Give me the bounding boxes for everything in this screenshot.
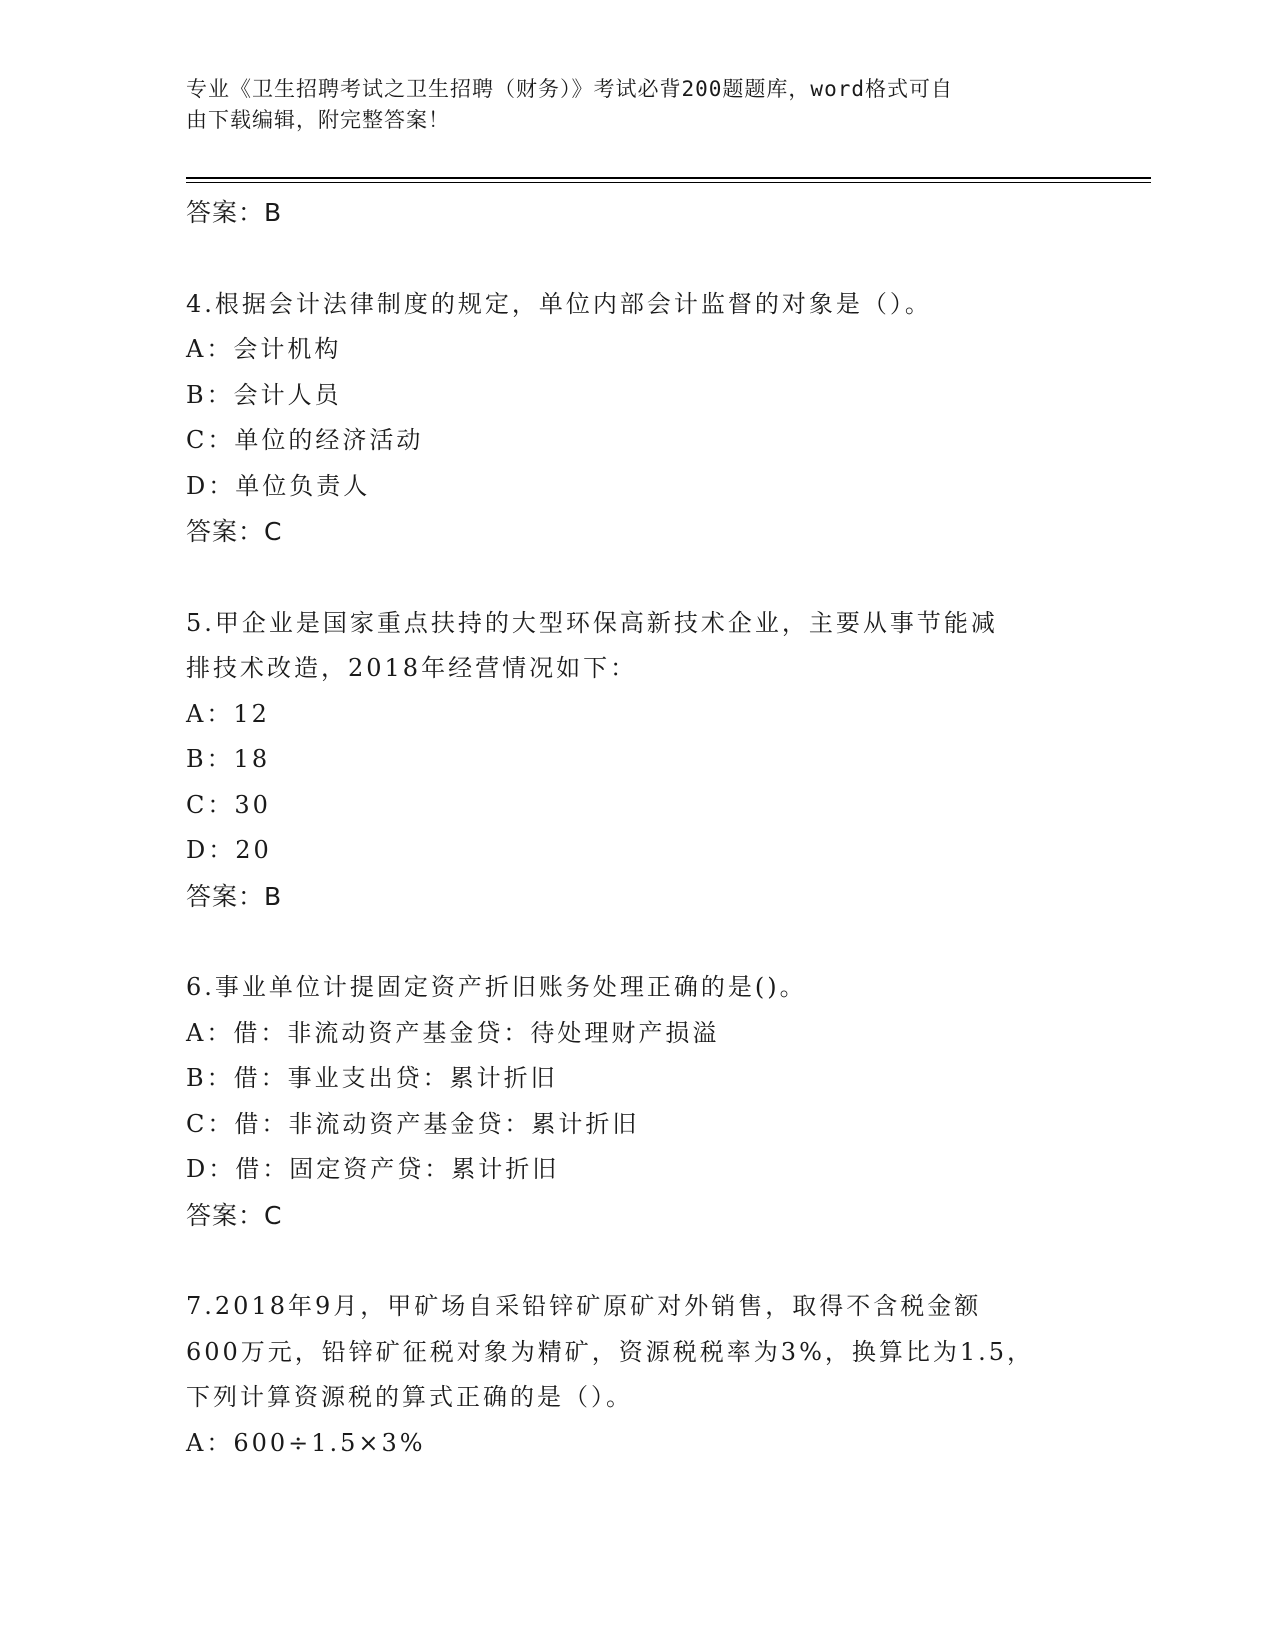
answer-line: 答案：B bbox=[186, 881, 283, 911]
option-b: B：借：事业支出贷：累计折旧 bbox=[186, 1064, 558, 1092]
option-c: C：单位的经济活动 bbox=[186, 426, 424, 454]
header-rule-thick bbox=[186, 177, 1151, 179]
question-stem-continued: 600万元，铅锌矿征税对象为精矿，资源税税率为3%，换算比为1.5， bbox=[186, 1337, 1035, 1366]
question-stem: 6.事业单位计提固定资产折旧账务处理正确的是()。 bbox=[186, 973, 807, 1001]
question-stem-continued: 排技术改造，2018年经营情况如下： bbox=[186, 654, 638, 682]
question-6 bbox=[186, 965, 1086, 1238]
answer-line: 答案：C bbox=[186, 1200, 283, 1230]
option-c: C：借：非流动资产基金贷：累计折旧 bbox=[186, 1109, 640, 1138]
header-title-line-2: 由下载编辑，附完整答案！ bbox=[186, 108, 450, 132]
spacer bbox=[186, 555, 1086, 601]
option-c: C：30 bbox=[186, 790, 271, 819]
spacer bbox=[186, 1238, 1086, 1284]
spacer bbox=[186, 236, 1086, 282]
question-stem: 4.根据会计法律制度的规定，单位内部会计监督的对象是（）。 bbox=[186, 289, 932, 318]
option-d: D：单位负责人 bbox=[186, 471, 371, 500]
option-a: A：600÷1.5×3% bbox=[186, 1428, 426, 1457]
option-d: D：借：固定资产贷：累计折旧 bbox=[186, 1155, 560, 1183]
option-a: A：12 bbox=[186, 699, 270, 728]
question-4 bbox=[186, 282, 1086, 555]
question-stem: 5.甲企业是国家重点扶持的大型环保高新技术企业，主要从事节能减 bbox=[186, 608, 998, 637]
header-title-line-1: 专业《卫生招聘考试之卫生招聘（财务）》考试必背200题题库，word格式可自 bbox=[186, 77, 953, 101]
question-stem-continued: 下列计算资源税的算式正确的是（）。 bbox=[186, 1383, 633, 1411]
page-header bbox=[186, 74, 1066, 136]
option-b: B：18 bbox=[186, 745, 271, 773]
question-5 bbox=[186, 601, 1086, 920]
option-b: B：会计人员 bbox=[186, 380, 342, 409]
spacer bbox=[186, 919, 1086, 965]
option-d: D：20 bbox=[186, 836, 272, 864]
answer-line: 答案：C bbox=[186, 517, 283, 546]
answer-line: 答案：B bbox=[186, 198, 283, 227]
question-7 bbox=[186, 1284, 1086, 1466]
option-a: A：会计机构 bbox=[186, 335, 342, 363]
header-rule-thin bbox=[186, 182, 1151, 183]
question-stem: 7.2018年9月，甲矿场自采铅锌矿原矿对外销售，取得不含税金额 bbox=[186, 1292, 982, 1320]
document-body bbox=[186, 190, 1086, 1466]
option-a: A：借：非流动资产基金贷：待处理财产损溢 bbox=[186, 1018, 720, 1047]
